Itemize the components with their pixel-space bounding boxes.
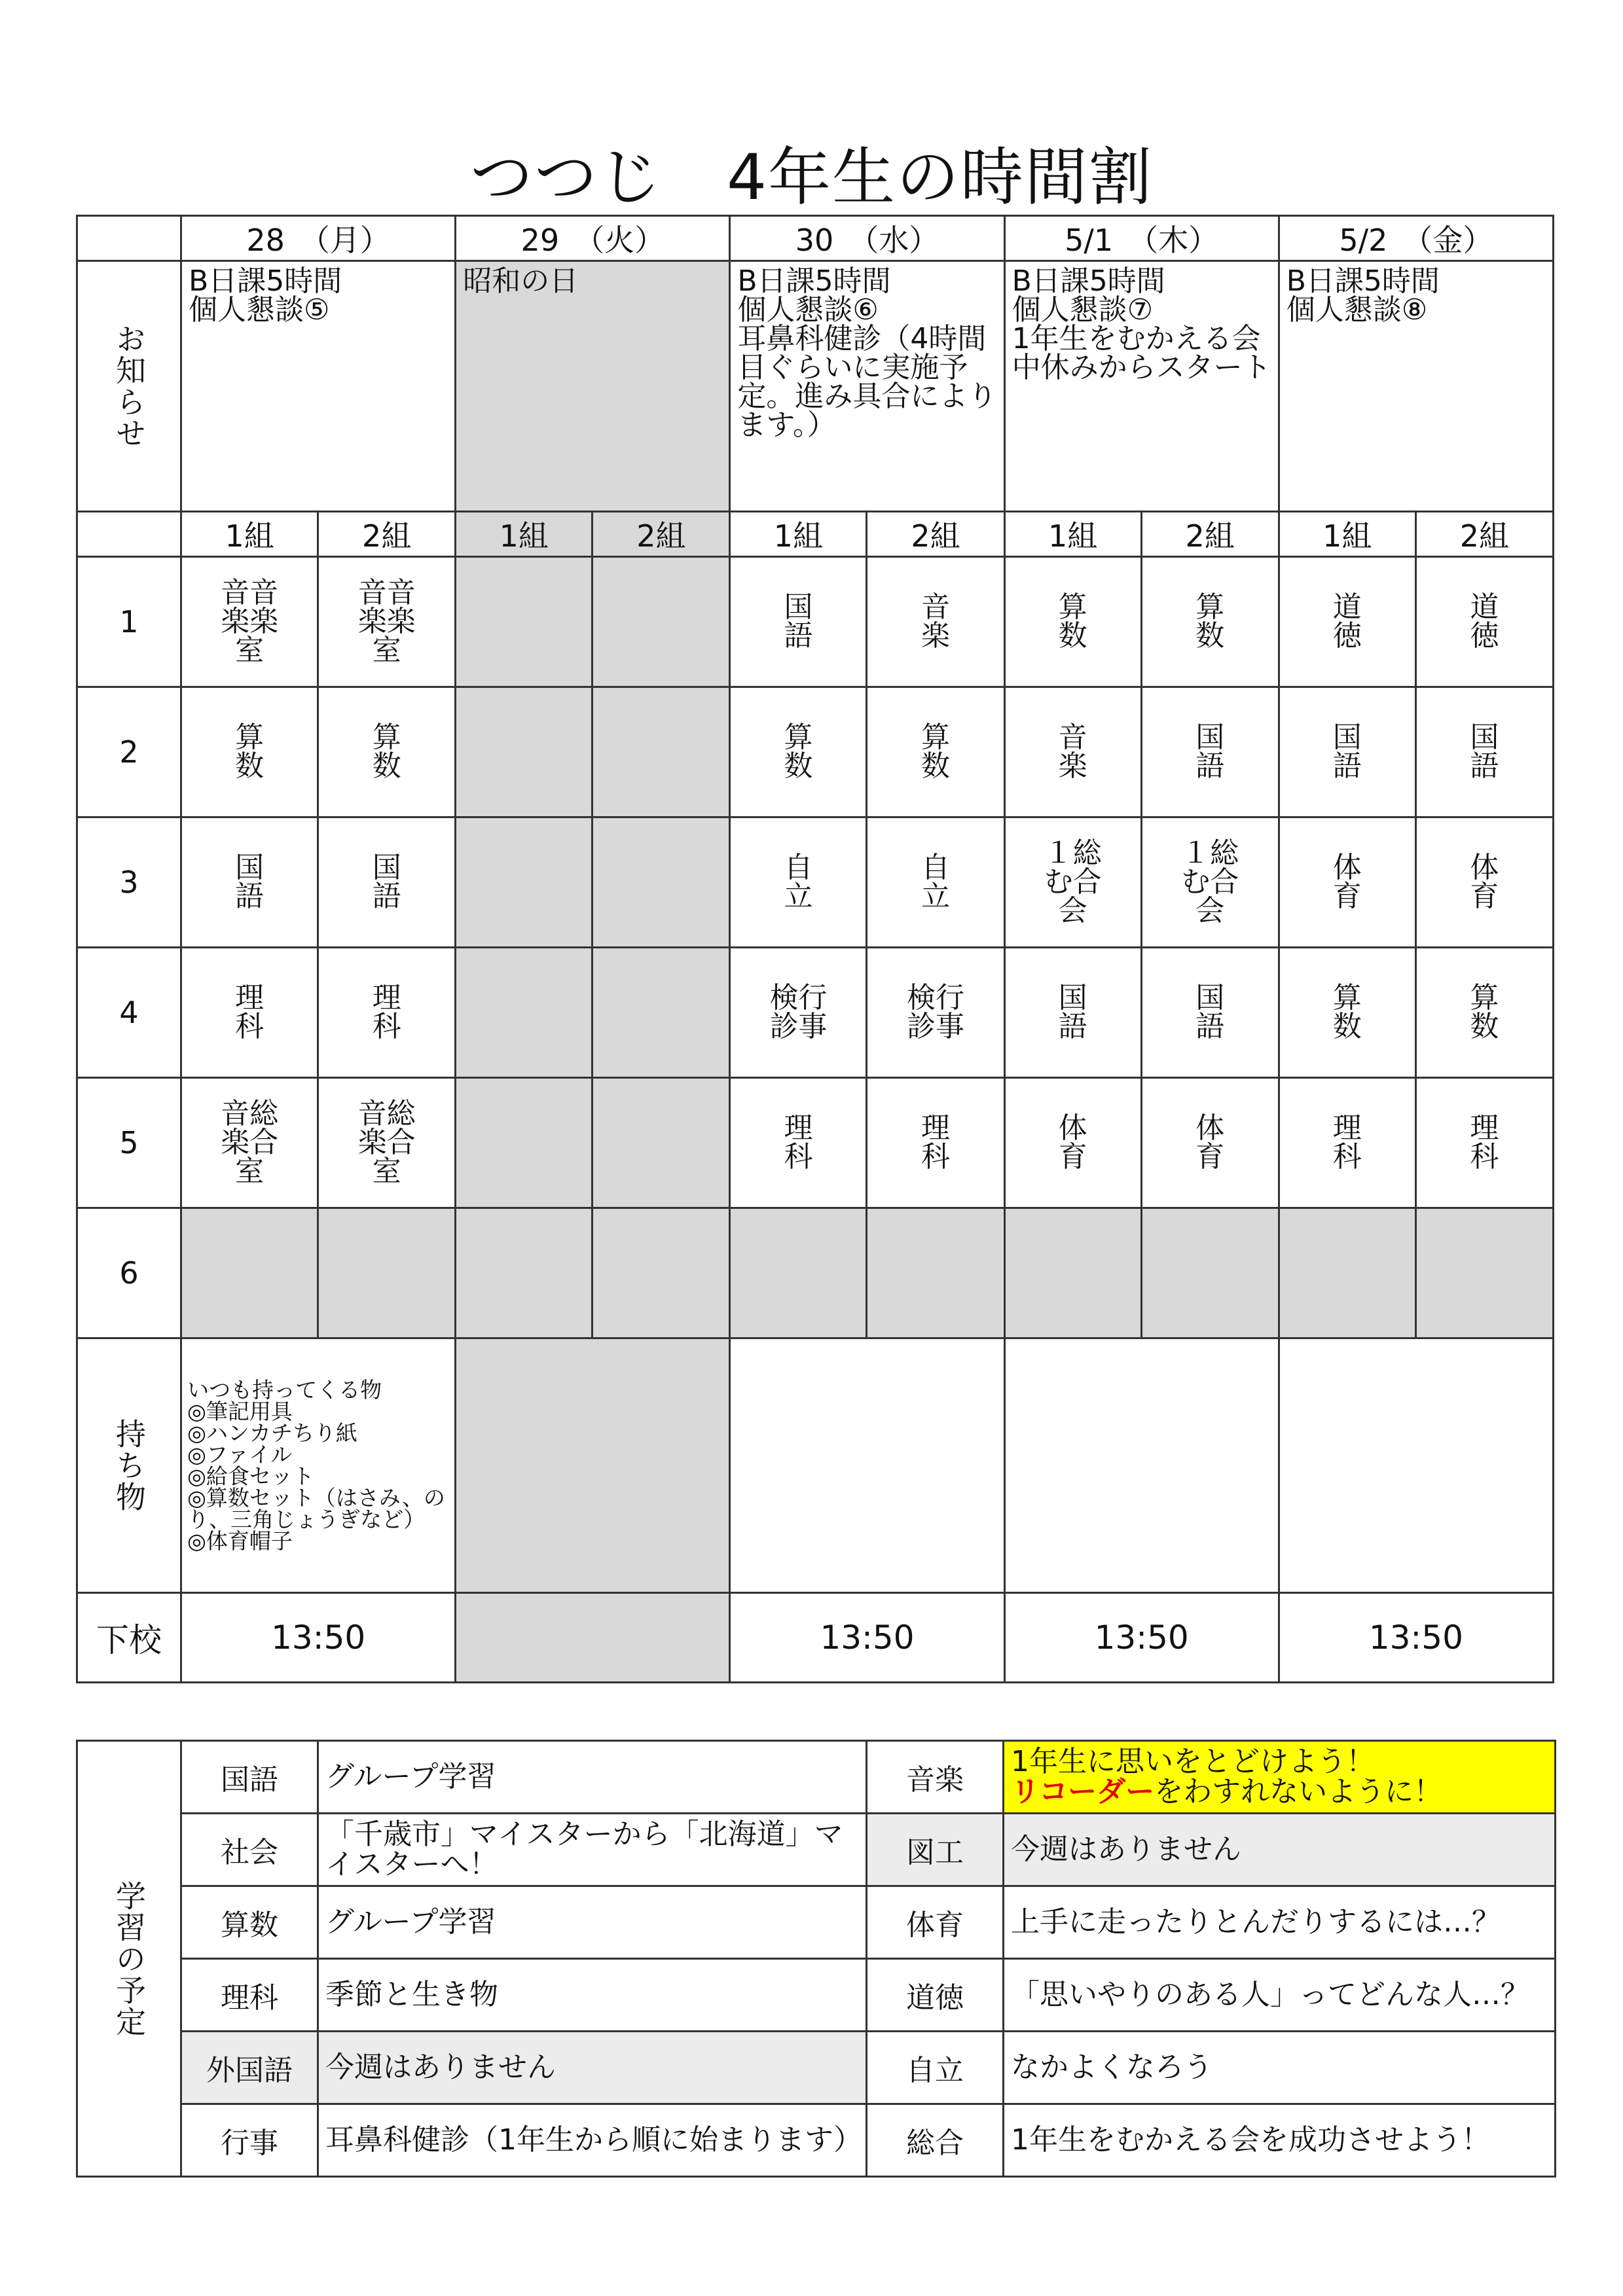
period-row: [77, 687, 1554, 817]
period-cell: [1141, 557, 1279, 687]
plan-subject: 行事: [181, 2104, 318, 2177]
plan-text: 「千歳市」マイスターから「北海道」マイスターへ！: [318, 1814, 867, 1886]
plan-text: グループ学習: [318, 1741, 867, 1814]
group-1: 1組: [1279, 512, 1415, 557]
dismissal-fri: 13:50: [1279, 1593, 1553, 1683]
subject-label: 理 科: [235, 981, 264, 1043]
period-cell: [867, 1078, 1004, 1208]
day-header-row: [77, 216, 1554, 261]
subject-label: １総 む合 会: [1181, 836, 1239, 927]
period-cell: [1004, 557, 1141, 687]
plan-subject: 音楽: [867, 1741, 1004, 1814]
period-cell: [318, 1078, 456, 1208]
period-number: 4: [77, 948, 181, 1078]
period-cell: [318, 1208, 456, 1338]
period-number: 1: [77, 557, 181, 687]
subject-label: 検行 診事: [769, 981, 828, 1043]
period-number: 5: [77, 1078, 181, 1208]
period-cell: [867, 948, 1004, 1078]
items-thu: [1004, 1338, 1279, 1593]
group-2: 2組: [1415, 512, 1553, 557]
plan-text: 上手に走ったりとんだりするには…？: [1004, 1886, 1556, 1959]
subject-label: 理 科: [784, 1111, 813, 1174]
period-cell: [1141, 1208, 1279, 1338]
subject-label: 国 語: [235, 851, 264, 913]
subject-label: １総 む合 会: [1044, 836, 1102, 927]
dismissal-label: 下校: [77, 1593, 181, 1683]
day-header-wed: 30 （水）: [730, 216, 1004, 261]
period-cell: [730, 948, 867, 1078]
period-cell: [1415, 1208, 1553, 1338]
period-cell: [867, 1208, 1004, 1338]
period-cell: [456, 1208, 593, 1338]
items-row: [77, 1338, 1554, 1593]
subject-label: 音 楽: [921, 590, 951, 653]
subject-label: 算 数: [784, 721, 813, 783]
notice-fri: B日課5時間 個人懇談⑧: [1279, 261, 1553, 512]
items-fri: [1279, 1338, 1553, 1593]
period-cell: [593, 1078, 730, 1208]
notice-tue: 昭和の日: [456, 261, 730, 512]
period-cell: [1141, 817, 1279, 948]
subject-label: 体 育: [1470, 851, 1499, 913]
period-cell: [1415, 687, 1553, 817]
period-cell: [730, 1208, 867, 1338]
plan-row: [77, 2032, 1556, 2104]
day-header-tue: 29 （火）: [456, 216, 730, 261]
timetable: [76, 215, 1554, 1683]
group-2: 2組: [593, 512, 730, 557]
period-cell: [318, 948, 456, 1078]
items-mon: いつも持ってくる物 ◎筆記用具 ◎ハンカチちり紙 ◎ファイル ◎給食セット ◎算数セット（はさみ、の り、三角じょうぎなど） ◎体育帽子: [181, 1338, 456, 1593]
period-cell: [1279, 817, 1415, 948]
notice-wed: B日課5時間 個人懇談⑥ 耳鼻科健診（4時間 目ぐらいに実施予 定。進み具合により ます。）: [730, 261, 1004, 512]
subject-label: 国 語: [372, 851, 401, 913]
period-cell: [1004, 1078, 1141, 1208]
dismissal-wed: 13:50: [730, 1593, 1004, 1683]
period-cell: [181, 1208, 318, 1338]
subject-label: 理 科: [1470, 1111, 1499, 1174]
dismissal-tue: [456, 1593, 730, 1683]
subject-label: 国 語: [1195, 981, 1225, 1043]
group-1: 1組: [456, 512, 593, 557]
plan-subject: 社会: [181, 1814, 318, 1886]
study-plan-table: [76, 1740, 1556, 2178]
day-header-mon: 28 （月）: [181, 216, 456, 261]
subject-label: 音総 楽合 室: [357, 1097, 416, 1188]
subject-label: 音総 楽合 室: [221, 1097, 279, 1188]
group-2: 2組: [867, 512, 1004, 557]
subject-label: 理 科: [372, 981, 401, 1043]
recorder-emphasis: リコーダー: [1011, 1775, 1155, 1808]
plan-row: [77, 1741, 1556, 1814]
period-row: [77, 817, 1554, 948]
period-cell: [730, 687, 867, 817]
day-header-fri: 5/2 （金）: [1279, 216, 1553, 261]
group-1: 1組: [730, 512, 867, 557]
plan-text-line: 1年生に思いをとどけよう！: [1011, 1745, 1375, 1778]
period-cell: [1004, 817, 1141, 948]
day-header-thu: 5/1 （木）: [1004, 216, 1279, 261]
subject-label: 体 育: [1332, 851, 1362, 913]
plan-row: [77, 1814, 1556, 1886]
subject-label: 自 立: [921, 851, 951, 913]
period-cell: [1415, 817, 1553, 948]
subject-label: 国 語: [784, 590, 813, 653]
period-number: 3: [77, 817, 181, 948]
period-cell: [181, 948, 318, 1078]
period-cell: [593, 948, 730, 1078]
period-cell: [1004, 948, 1141, 1078]
plan-subject: 国語: [181, 1741, 318, 1814]
subject-label: 音 楽: [1058, 721, 1087, 783]
group-2: 2組: [1141, 512, 1279, 557]
subject-label: 体 育: [1195, 1111, 1225, 1174]
period-cell: [1279, 687, 1415, 817]
period-cell: [181, 557, 318, 687]
period-cell: [593, 687, 730, 817]
subject-label: 算 数: [1332, 981, 1362, 1043]
period-cell: [1141, 1078, 1279, 1208]
period-cell: [1141, 948, 1279, 1078]
period-cell: [456, 1078, 593, 1208]
notice-mon: B日課5時間 個人懇談⑤: [181, 261, 456, 512]
items-label: 持ち物: [111, 1418, 147, 1513]
subject-label: 理 科: [1332, 1111, 1362, 1174]
subject-label: 音音 楽楽 室: [357, 576, 416, 667]
period-cell: [730, 817, 867, 948]
plan-subject: 外国語: [181, 2032, 318, 2104]
period-cell: [1279, 557, 1415, 687]
period-cell: [1279, 1208, 1415, 1338]
group-header-row: [77, 512, 1554, 557]
plan-subject: 自立: [867, 2032, 1004, 2104]
group-2: 2組: [318, 512, 456, 557]
group-corner: [77, 512, 181, 557]
corner-cell: [77, 216, 181, 261]
period-cell: [456, 948, 593, 1078]
group-1: 1組: [1004, 512, 1141, 557]
period-number: 2: [77, 687, 181, 817]
plan-text: 耳鼻科健診（1年生から順に始まります）: [318, 2104, 867, 2177]
subject-label: 国 語: [1332, 721, 1362, 783]
page-title: つつじ 4年生の時間割: [469, 141, 1154, 214]
period-cell: [1141, 687, 1279, 817]
subject-label: 道 徳: [1470, 590, 1499, 653]
plan-row: [77, 1886, 1556, 1959]
subject-label: 検行 診事: [907, 981, 965, 1043]
plan-row: [77, 1959, 1556, 2032]
dismissal-mon: 13:50: [181, 1593, 456, 1683]
subject-label: 算 数: [921, 721, 951, 783]
notice-row: [77, 261, 1554, 512]
dismissal-thu: 13:50: [1004, 1593, 1279, 1683]
period-cell: [456, 557, 593, 687]
period-cell: [318, 817, 456, 948]
period-cell: [867, 817, 1004, 948]
plan-subject: 総合: [867, 2104, 1004, 2177]
notice-thu: B日課5時間 個人懇談⑦ 1年生をむかえる会 中休みからスタート: [1004, 261, 1279, 512]
period-cell: [1415, 948, 1553, 1078]
period-cell: [456, 817, 593, 948]
subject-label: 道 徳: [1332, 590, 1362, 653]
plan-text: 1年生をむかえる会を成功させよう！: [1004, 2104, 1556, 2177]
period-row: [77, 1078, 1554, 1208]
subject-label: 自 立: [784, 851, 813, 913]
plan-text: 今週はありません: [1004, 1814, 1556, 1886]
period-cell: [1415, 1078, 1553, 1208]
period-cell: [1415, 557, 1553, 687]
period-cell: [593, 557, 730, 687]
plan-text: [1004, 1741, 1556, 1814]
dismissal-row: [77, 1593, 1554, 1683]
period-cell: [318, 557, 456, 687]
period-cell: [867, 687, 1004, 817]
subject-label: 音音 楽楽 室: [221, 576, 279, 667]
subject-label: 国 語: [1195, 721, 1225, 783]
period-cell: [1279, 948, 1415, 1078]
plan-subject: 理科: [181, 1959, 318, 2032]
period-cell: [456, 687, 593, 817]
notice-label: お知らせ: [111, 323, 147, 449]
period-row: [77, 557, 1554, 687]
subject-label: 算 数: [1470, 981, 1499, 1043]
period-cell: [730, 1078, 867, 1208]
plan-text: 今週はありません: [318, 2032, 867, 2104]
period-cell: [181, 817, 318, 948]
period-cell: [181, 1078, 318, 1208]
period-number: 6: [77, 1208, 181, 1338]
items-wed: [730, 1338, 1004, 1593]
plan-subject: 道徳: [867, 1959, 1004, 2032]
period-row: [77, 948, 1554, 1078]
period-cell: [181, 687, 318, 817]
period-cell: [593, 817, 730, 948]
period-cell: [867, 557, 1004, 687]
period-row: [77, 1208, 1554, 1338]
subject-label: 国 語: [1470, 721, 1499, 783]
subject-label: 算 数: [235, 721, 264, 783]
plan-text: なかよくなろう: [1004, 2032, 1556, 2104]
period-cell: [730, 557, 867, 687]
plan-row: [77, 2104, 1556, 2177]
group-1: 1組: [181, 512, 318, 557]
period-cell: [1004, 687, 1141, 817]
period-cell: [318, 687, 456, 817]
plan-text: グループ学習: [318, 1886, 867, 1959]
notice-label-cell: [77, 261, 181, 512]
period-cell: [1279, 1078, 1415, 1208]
plan-subject: 図工: [867, 1814, 1004, 1886]
subject-label: 国 語: [1058, 981, 1087, 1043]
plan-label-cell: [77, 1741, 181, 2177]
subject-label: 体 育: [1058, 1111, 1087, 1174]
plan-text: 「思いやりのある人」ってどんな人…？: [1004, 1959, 1556, 2032]
plan-label: 学習の予定: [111, 1880, 147, 2037]
subject-label: 理 科: [921, 1111, 951, 1174]
period-cell: [1004, 1208, 1141, 1338]
plan-text: 季節と生き物: [318, 1959, 867, 2032]
subject-label: 算 数: [372, 721, 401, 783]
items-tue: [456, 1338, 730, 1593]
subject-label: 算 数: [1195, 590, 1225, 653]
plan-subject: 算数: [181, 1886, 318, 1959]
period-cell: [593, 1208, 730, 1338]
plan-subject: 体育: [867, 1886, 1004, 1959]
items-label-cell: [77, 1338, 181, 1593]
subject-label: 算 数: [1058, 590, 1087, 653]
plan-text-line: リコーダーをわすれないように！: [1011, 1775, 1443, 1808]
